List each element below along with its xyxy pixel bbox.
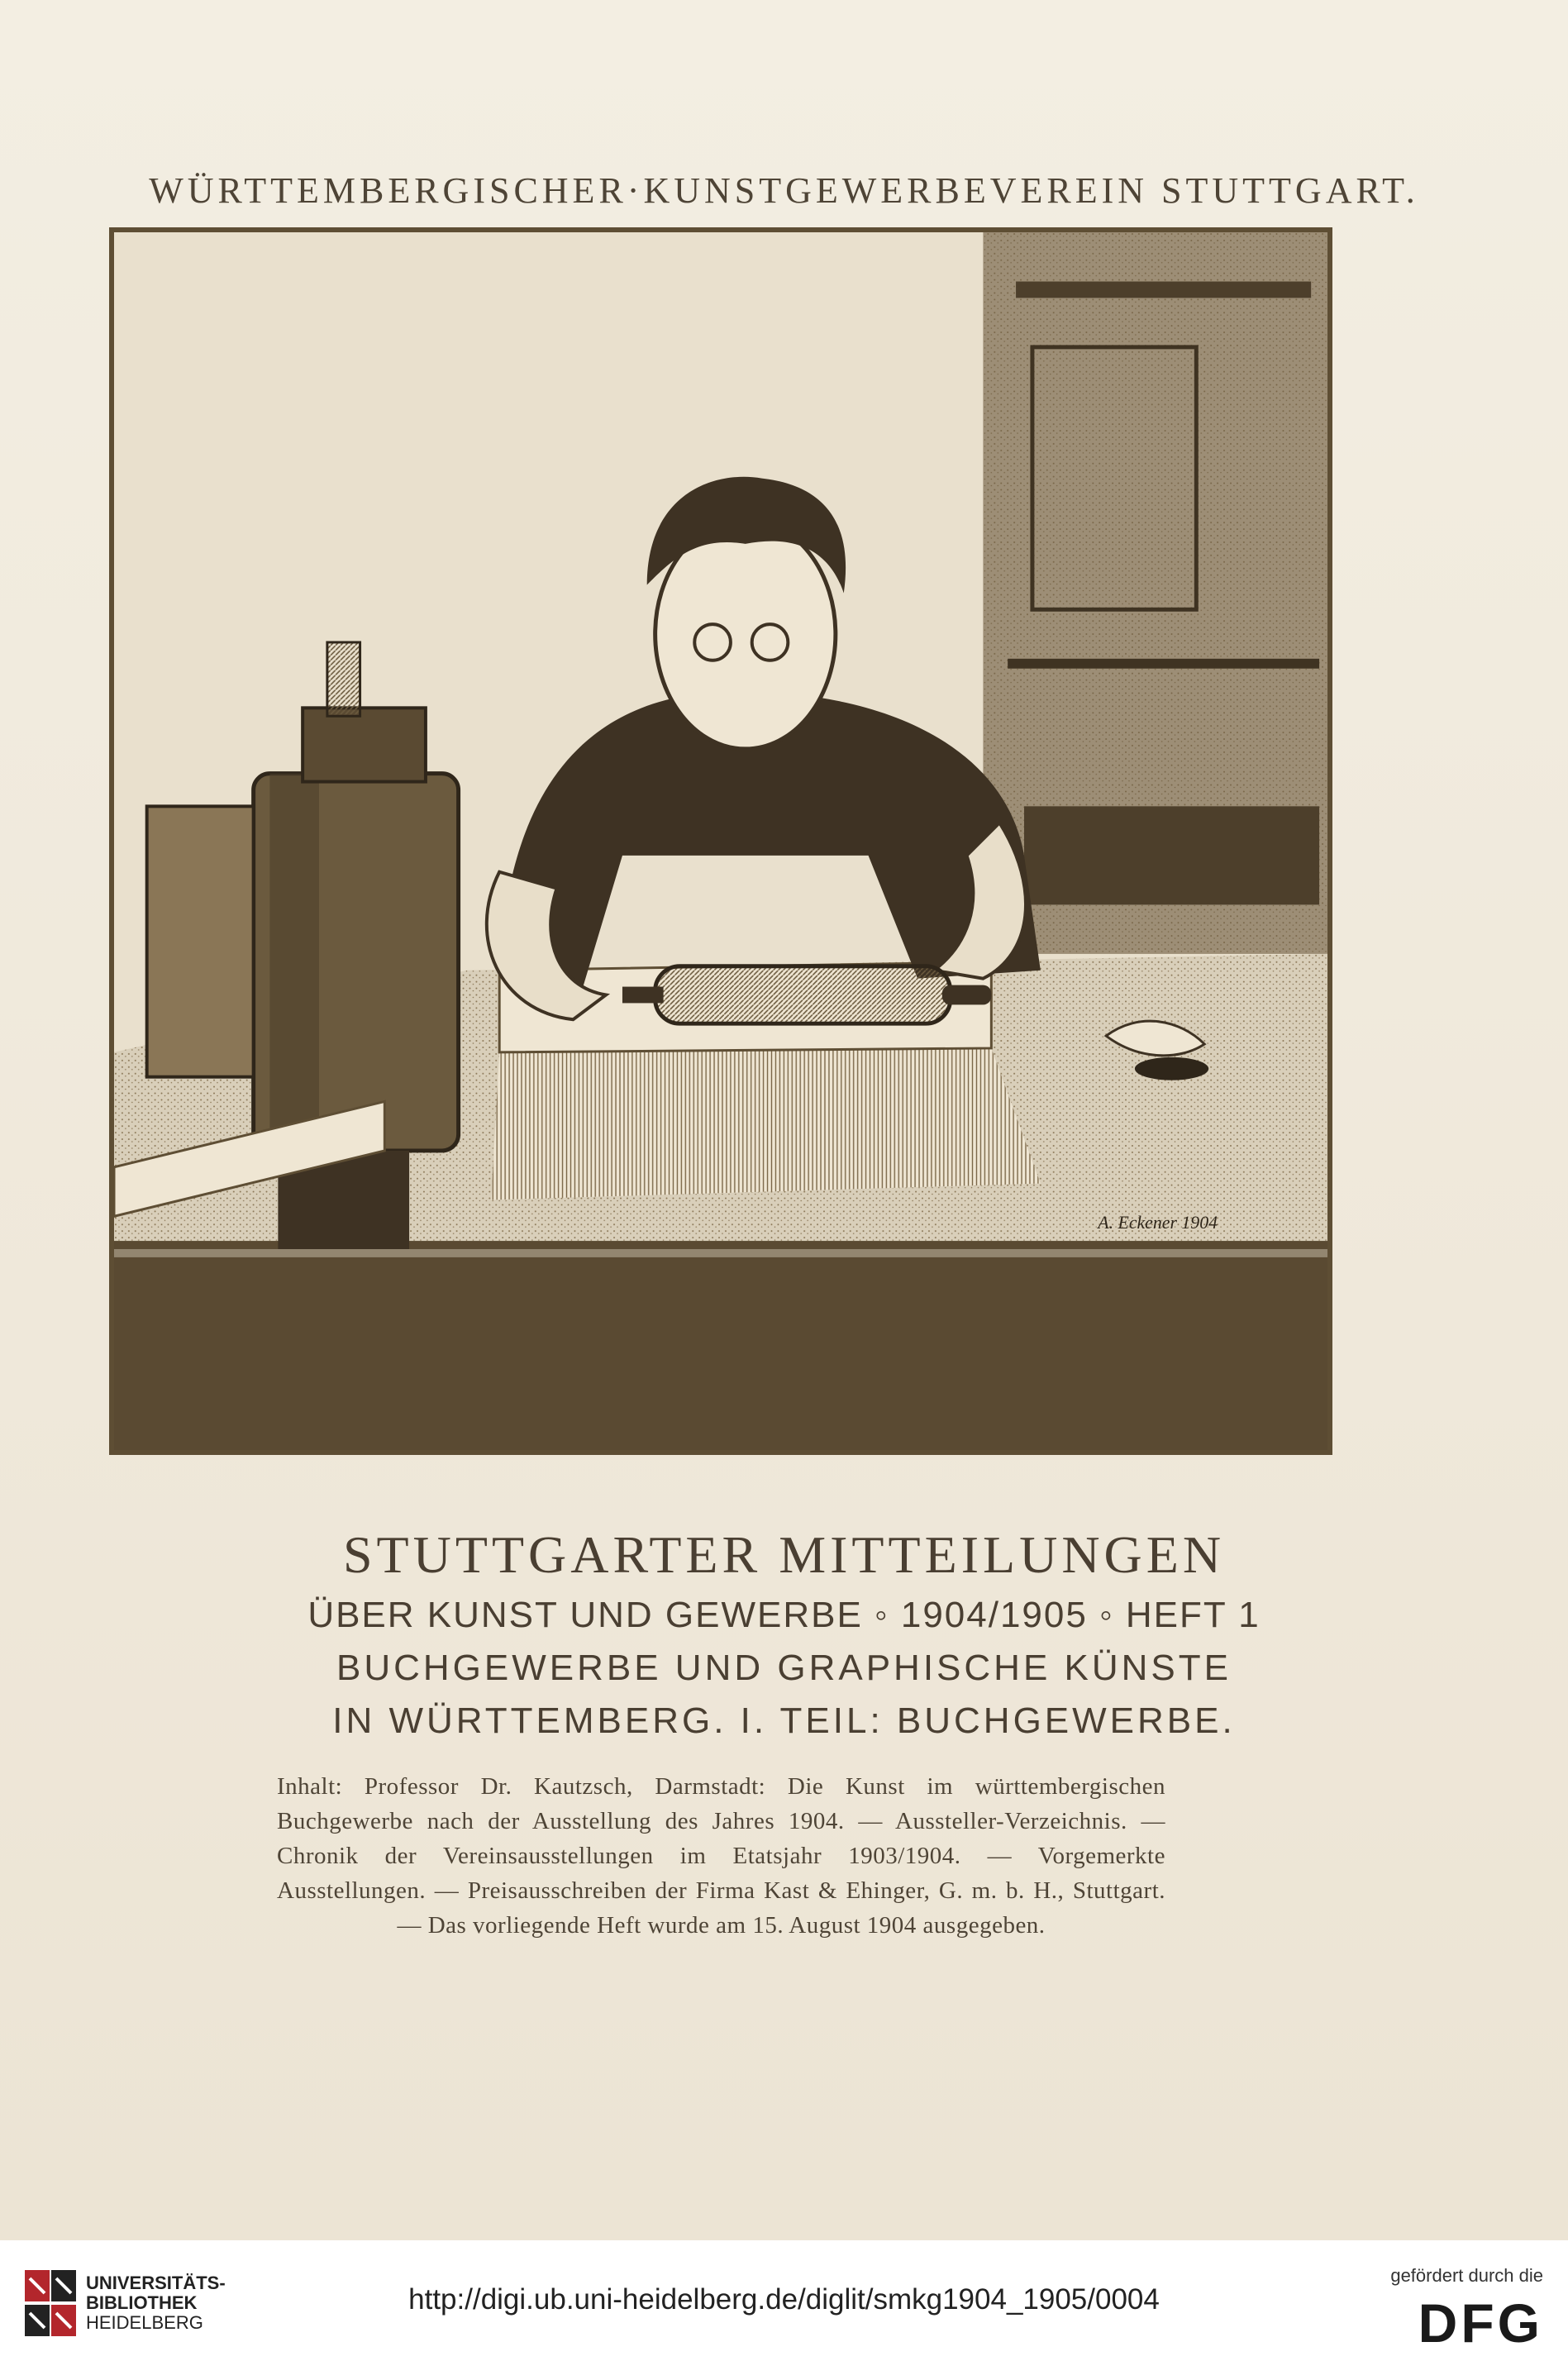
funded-by-label: gefördert durch die bbox=[1390, 2265, 1543, 2286]
printer-at-press-image bbox=[114, 232, 1327, 1450]
dfg-logo: DFG bbox=[1418, 2292, 1543, 2354]
title-line-3: BUCHGEWERBE UND GRAPHISCHE KÜNSTE bbox=[336, 1648, 1232, 1688]
table-of-contents-paragraph: Inhalt: Professor Dr. Kautzsch, Darmstadt: Die Kunst im württembergischen Buchgewerbe nach der Ausstellung des Jahres 1904. — Aussteller-Verzeichnis. — Chronik der Vereinsausstellungen im Etatsjahr 1903/1904. — Vorgemerkte Ausstellungen. — Preisausschreiben der Firma Kast & Ehinger, G. m. b. H., Stuttgart. — Das vorliegende Heft wurde am 15. August 1904 ausgegeben. bbox=[277, 1773, 1165, 1939]
society-header: WÜRTTEMBERGISCHER·KUNSTGEWERBEVEREIN STUTTGART. bbox=[149, 170, 1419, 211]
title-line-1: STUTTGARTER MITTEILUNGEN bbox=[342, 1525, 1226, 1584]
artist-signature: A. Eckener 1904 bbox=[1098, 1213, 1218, 1233]
library-name-line-1: UNIVERSITÄTS- bbox=[86, 2273, 226, 2293]
publication-title-block bbox=[0, 1521, 1568, 1748]
title-line-4: IN WÜRTTEMBERG. I. TEIL: BUCHGEWERBE. bbox=[332, 1700, 1236, 1741]
permalink-url[interactable]: http://digi.ub.uni-heidelberg.de/diglit/smkg1904_1905/0004 bbox=[408, 2283, 1160, 2316]
library-name-line-3: HEIDELBERG bbox=[86, 2312, 203, 2333]
woodcut-illustration bbox=[109, 227, 1332, 1455]
digitization-footer bbox=[0, 2240, 1568, 2361]
library-name-line-2: BIBLIOTHEK bbox=[86, 2292, 198, 2313]
title-line-2: ÜBER KUNST UND GEWERBE ◦ 1904/1905 ◦ HEFT 1 bbox=[307, 1595, 1261, 1635]
